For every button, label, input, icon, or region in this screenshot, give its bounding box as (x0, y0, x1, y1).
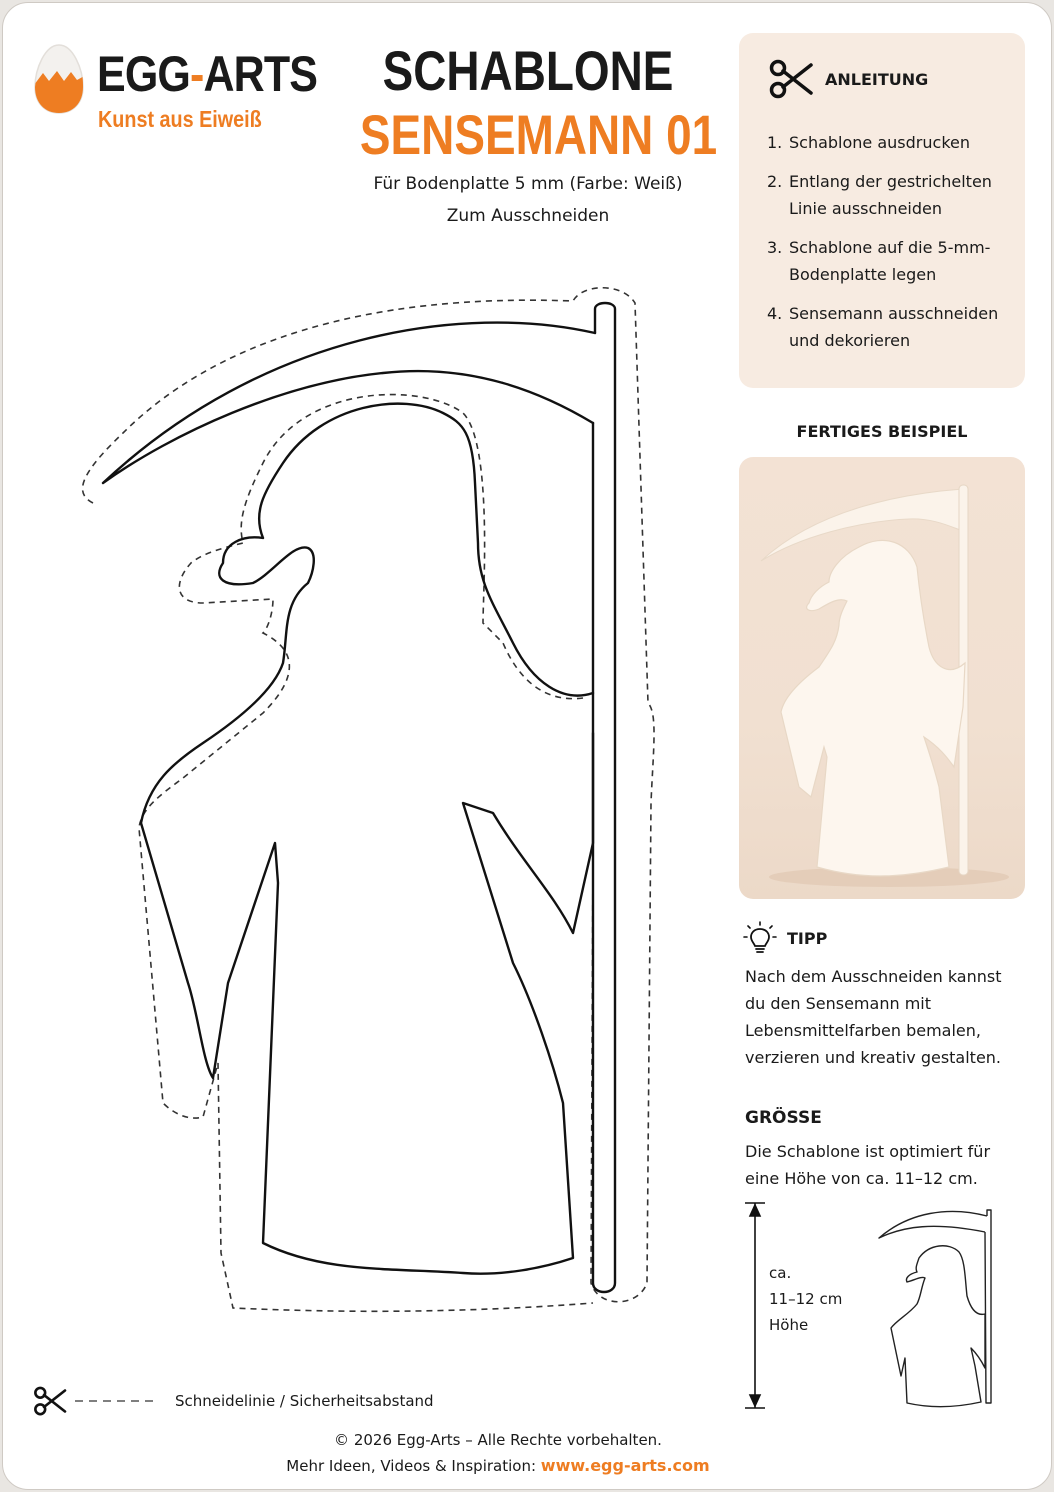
tip-heading: TIPP (787, 928, 828, 948)
step-item: 4. Sensemann ausschneiden und dekorieren (767, 304, 999, 350)
example-heading: FERTIGES BEISPIEL (796, 422, 968, 441)
page-title: SCHABLONE (382, 39, 674, 102)
instruction-steps (767, 129, 1017, 366)
size-text: Die Schablone ist optimiert für eine Höhe von ca. 11–12 cm. (745, 1142, 991, 1188)
size-label: ca. 11–12 cm Höhe (769, 1264, 843, 1334)
reaper-template-drawing (63, 283, 663, 1323)
lightbulb-icon (743, 921, 777, 955)
material-note: Für Bodenplatte 5 mm (Farbe: Weiß) (373, 174, 683, 194)
cut-line-legend (33, 1386, 434, 1416)
instructions-panel (739, 33, 1025, 388)
cut-line-dashed (83, 288, 654, 1312)
brand-name: EGG-ARTS (97, 46, 318, 102)
website-link[interactable]: www.egg-arts.com (540, 1456, 710, 1475)
instructions-heading: ANLEITUNG (825, 69, 929, 89)
legend-text: Schneidelinie / Sicherheitsabstand (175, 1392, 434, 1410)
cut-note: Zum Ausschneiden (446, 206, 610, 226)
height-arrow-icon (745, 1203, 765, 1408)
step-item: 2. Entlang der gestrichelten Linie ausschneiden (767, 172, 992, 218)
copyright: © 2026 Egg-Arts – Alle Rechte vorbehalten. (334, 1431, 662, 1449)
dashed-line-sample (75, 1396, 159, 1406)
scissors-icon (33, 1386, 67, 1416)
step-item: 1. Schablone ausdrucken (767, 133, 970, 152)
template-page (2, 2, 1052, 1490)
scissors-icon (769, 59, 813, 99)
reaper-outline-small-icon (879, 1210, 991, 1407)
page-subtitle: SENSEMANN 01 (359, 103, 718, 166)
size-heading: GRÖSSE (745, 1108, 822, 1128)
tip-text: Nach dem Ausschneiden kannst du den Sensemann mit Lebensmittelfarben bemalen, verzieren und kreativ gestalten. (745, 967, 1002, 1067)
template-outline (103, 303, 615, 1292)
step-item: 3. Schablone auf die 5-mm-Bodenplatte legen (767, 238, 991, 284)
finished-reaper-figure (739, 457, 1025, 899)
brand-tagline: Kunst aus Eiweiß (98, 106, 262, 132)
example-photo (739, 457, 1025, 899)
egg-logo-icon (33, 43, 85, 115)
footer-more: Mehr Ideen, Videos & Inspiration: www.egg-arts.com (286, 1456, 710, 1475)
